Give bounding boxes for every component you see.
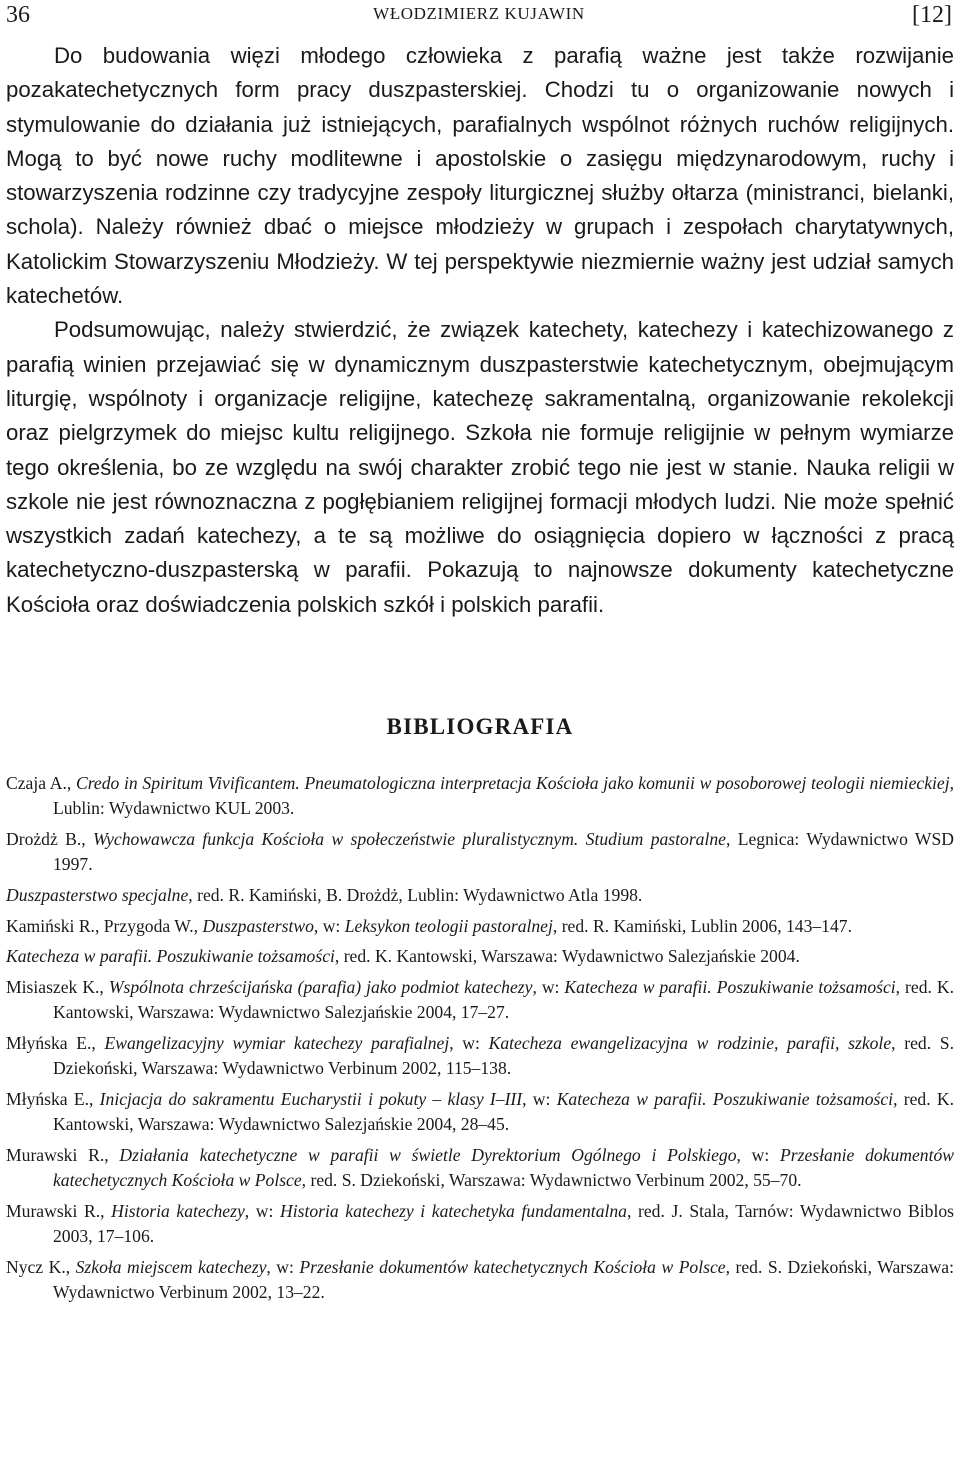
page-header [6, 2, 952, 28]
entry-text: , w: [266, 1256, 300, 1277]
entry-text: , w: [449, 1032, 489, 1053]
bibliography-entry [6, 1255, 954, 1306]
entry-title-italic: Przesłanie dokumentów katechetycznych Kościoła w Polsce [299, 1256, 726, 1277]
bibliography-entry [6, 771, 954, 822]
entry-title-italic: Katecheza w parafii. Poszukiwanie tożsamości [6, 946, 335, 967]
page-number: 36 [6, 2, 30, 28]
bibliography-entry [6, 1143, 954, 1194]
entry-title-italic: Credo in Spiritum Vivificantem. Pneumatologiczna interpretacja Kościoła jako komunii w posoborowej teologii niemieckiej [76, 773, 950, 793]
entry-title-italic: Inicjacja do sakramentu Eucharystii i pokuty – klasy I–III [99, 1088, 523, 1109]
entry-text: , red. S. Dziekoński, Warszawa: Wydawnictwo Verbinum 2002, 13–22. [53, 1256, 954, 1303]
bibliography-entry [6, 944, 954, 969]
bibliography-entry [6, 1199, 954, 1250]
entry-title-italic: Historia katechezy i katechetyka fundamentalna [280, 1200, 627, 1221]
entry-text: Murawski R., [6, 1144, 120, 1165]
entry-title-italic: Szkoła miejscem katechezy [75, 1256, 267, 1277]
entry-text: Kamiński R., Przygoda W., [6, 915, 203, 936]
section-reference: [12] [912, 2, 952, 28]
entry-title-italic: Ewangelizacyjny wymiar katechezy parafialnej [104, 1032, 450, 1053]
entry-text: , red. K. Kantowski, Warszawa: Wydawnictwo Salezjańskie 2004, 17–27. [53, 976, 954, 1023]
entry-title-italic: Katecheza ewangelizacyjna w rodzinie, parafii, szkole [488, 1032, 892, 1053]
entry-text: Nycz K., [6, 1256, 76, 1277]
entry-title-italic: Katecheza w parafii. Poszukiwanie tożsamości [564, 976, 896, 997]
body-paragraph: Podsumowując, należy stwierdzić, że związek katechety, katechezy i katechizowanego z parafią winien przejawiać się w dynamicznym duszpasterstwie katechetycznym, obejmującym liturgię, wspólnoty i organizacje religijne, katechezę sakramentalną, organizowanie rekolekcji oraz pielgrzymek do miejsc kultu religijnego. Szkoła nie formuje religijnie w pełnym wymiarze tego określenia, bo ze względu na swój charakter zrobić tego nie jest w stanie. Nauka religii w szkole nie jest równoznaczna z pogłębianiem religijnej formacji młodych ludzi. Nie może spełnić wszystkich zadań katechezy, a te są możliwe do osiągnięcia dopiero w łączności z pracą katechetyczno-duszpasterską w parafii. Pokazują to najnowsze dokumenty katechetyczne Kościoła oraz doświadczenia polskich szkół i polskich parafii. [6, 317, 954, 617]
entry-title-italic: Historia katechezy [111, 1200, 245, 1221]
entry-title-italic: Duszpasterstwo specjalne [6, 885, 189, 905]
bibliography-entry [6, 975, 954, 1026]
entry-text: , red. R. Kamiński, B. Drożdż, Lublin: Wydawnictwo Atla 1998. [188, 885, 643, 905]
entry-text: , w: [532, 976, 565, 997]
entry-text: , red. R. Kamiński, Lublin 2006, 143–147. [552, 915, 852, 936]
entry-text: , red. K. Kantowski, Warszawa: Wydawnictwo Salezjańskie 2004, 28–45. [53, 1088, 954, 1135]
entry-text: Misiaszek K., [6, 976, 109, 997]
entry-title-italic: Wspólnota chrześcijańska (parafia) jako podmiot katechezy [108, 976, 533, 997]
bibliography-entry [6, 914, 954, 939]
bibliography-entry [6, 827, 954, 878]
bibliography-entry [6, 1087, 954, 1138]
entry-text: Czaja A., [6, 773, 76, 793]
body-text [6, 39, 954, 622]
entry-text: , red. J. Stala, Tarnów: Wydawnictwo Biblos 2003, 17–106. [53, 1200, 954, 1247]
entry-text: Młyńska E., [6, 1032, 105, 1053]
entry-text: , red. S. Dziekoński, Warszawa: Wydawnictwo Verbinum 2002, 115–138. [53, 1032, 954, 1079]
entry-text: Drożdż B., [6, 829, 94, 849]
bibliography-heading: BIBLIOGRAFIA [386, 714, 574, 739]
body-paragraph: Do budowania więzi młodego człowieka z parafią ważne jest także rozwijanie pozakatechetycznych form pracy duszpasterskiej. Chodzi tu o organizowanie nowych i stymulowanie do działania już istniejących, parafialnych wspólnot różnych ruchów religijnych. Mogą to być nowe ruchy modlitewne i apostolskie o zasięgu międzynarodowym, ruchy i stowarzyszenia rodzinne czy tradycyjne zespoły liturgicznej służby ołtarza (ministranci, bielanki, schola). Należy również dbać o miejsce młodzieży w grupach i zespołach charytatywnych, Katolickim Stowarzyszeniu Młodzieży. W tej perspektywie niezmiernie ważny jest udział samych katechetów. [6, 43, 954, 309]
entry-text: , Legnica: Wydawnictwo WSD 1997. [53, 829, 955, 875]
entry-text: Murawski R., [6, 1200, 112, 1221]
entry-title-italic: Przesłanie dokumentów katechetycznych Kościoła w Polsce [53, 1144, 954, 1191]
bibliography-list [6, 771, 954, 1311]
entry-text: , w: [313, 915, 345, 936]
entry-title-italic: Katecheza w parafii. Poszukiwanie tożsamości [556, 1088, 894, 1109]
entry-title-italic: Działania katechetyczne w parafii w świetle Dyrektorium Ogólnego i Polskiego [119, 1144, 737, 1165]
entry-text: , red. K. Kantowski, Warszawa: Wydawnictwo Salezjańskie 2004. [334, 946, 800, 967]
entry-text: , w: [522, 1088, 557, 1109]
entry-title-italic: Leksykon teologii pastoralnej [344, 915, 553, 936]
entry-title-italic: Duszpasterstwo [202, 915, 314, 936]
entry-text: Młyńska E., [6, 1088, 100, 1109]
entry-text: , w: [736, 1144, 781, 1165]
entry-title-italic: Wychowawcza funkcja Kościoła w społeczeństwie pluralistycznym. Studium pastoralne [93, 829, 726, 849]
entry-text: , Lublin: Wydawnictwo KUL 2003. [53, 773, 954, 819]
bibliography-entry [6, 883, 954, 908]
running-title: WŁODZIMIERZ KUJAWIN [373, 4, 585, 23]
bibliography-entry [6, 1031, 954, 1082]
entry-text: , red. S. Dziekoński, Warszawa: Wydawnictwo Verbinum 2002, 55–70. [301, 1170, 802, 1191]
entry-text: , w: [244, 1200, 281, 1221]
